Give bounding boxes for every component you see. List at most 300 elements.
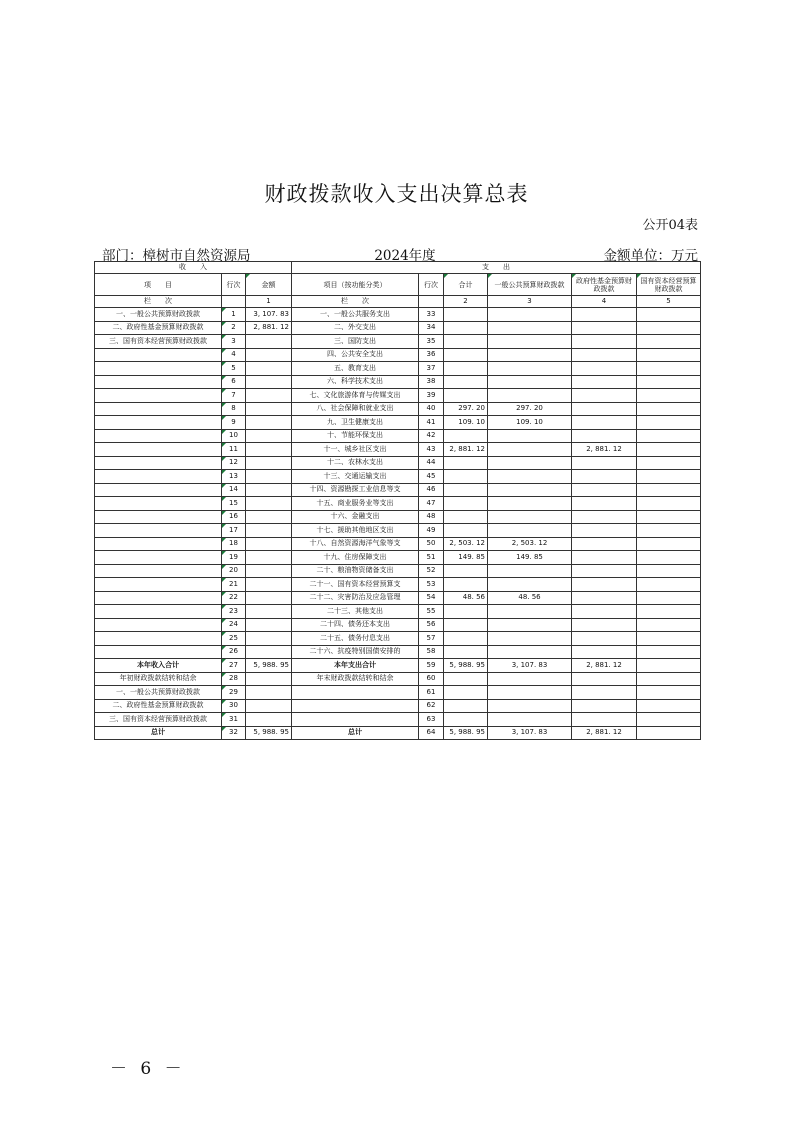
amount-unit: 金额单位：万元 — [603, 248, 698, 264]
total-cell — [444, 524, 488, 538]
state-capital-cell — [637, 362, 701, 376]
gov-fund-cell — [572, 551, 637, 565]
income-item-cell — [95, 605, 222, 619]
table-row — [95, 645, 701, 659]
expense-item-cell: 十三、交通运输支出 — [292, 470, 419, 484]
expense-line-cell: 57 — [419, 632, 444, 646]
income-item-cell — [95, 362, 222, 376]
income-item-cell — [95, 510, 222, 524]
expense-line-cell: 55 — [419, 605, 444, 619]
column-index-4: 4 — [572, 296, 637, 308]
table-row — [95, 605, 701, 619]
income-line-cell: 8 — [222, 402, 246, 416]
gov-fund-cell — [572, 564, 637, 578]
total-cell — [444, 348, 488, 362]
state-capital-header: 国有资本经营预算财政拨款 — [637, 274, 701, 296]
table-row — [95, 578, 701, 592]
income-amount-cell — [246, 686, 292, 700]
total-cell — [444, 308, 488, 322]
expense-item-cell: 五、教育支出 — [292, 362, 419, 376]
expense-line-cell: 40 — [419, 402, 444, 416]
expense-item-cell: 二十二、灾害防治及应急管理 — [292, 591, 419, 605]
gov-fund-cell — [572, 645, 637, 659]
general-budget-cell — [488, 308, 572, 322]
table-row — [95, 659, 701, 673]
income-amount-cell: 2, 881. 12 — [246, 321, 292, 335]
table-row — [95, 416, 701, 430]
gov-fund-cell — [572, 389, 637, 403]
total-cell: 48. 56 — [444, 591, 488, 605]
income-item-cell — [95, 551, 222, 565]
expense-item-cell: 本年支出合计 — [292, 659, 419, 673]
total-cell — [444, 605, 488, 619]
income-line-cell: 25 — [222, 632, 246, 646]
income-item-header: 项 目 — [95, 274, 222, 296]
expense-line-cell: 48 — [419, 510, 444, 524]
income-item-cell: 三、国有资本经营预算财政拨款 — [95, 335, 222, 349]
table-row — [95, 456, 701, 470]
expense-item-cell: 二十、粮油物资储备支出 — [292, 564, 419, 578]
income-amount-cell — [246, 416, 292, 430]
income-item-cell — [95, 497, 222, 511]
expense-item-cell: 二十六、抗疫特别国债安排的 — [292, 645, 419, 659]
state-capital-cell — [637, 402, 701, 416]
state-capital-cell — [637, 375, 701, 389]
total-cell — [444, 510, 488, 524]
state-capital-cell — [637, 699, 701, 713]
total-cell: 109. 10 — [444, 416, 488, 430]
income-line-cell: 15 — [222, 497, 246, 511]
income-item-cell — [95, 443, 222, 457]
table-row — [95, 537, 701, 551]
income-amount-cell — [246, 672, 292, 686]
income-item-cell — [95, 537, 222, 551]
gov-fund-header: 政府性基金预算财政拨款 — [572, 274, 637, 296]
table-row — [95, 321, 701, 335]
gov-fund-cell: 2, 881. 12 — [572, 443, 637, 457]
income-amount-cell — [246, 510, 292, 524]
table-row — [95, 443, 701, 457]
expense-line-cell: 59 — [419, 659, 444, 673]
income-item-cell: 一、一般公共预算财政拨款 — [95, 308, 222, 322]
budget-summary-table — [94, 261, 701, 740]
expense-line-cell: 43 — [419, 443, 444, 457]
expense-item-cell: 二十三、其他支出 — [292, 605, 419, 619]
general-budget-cell — [488, 497, 572, 511]
expense-item-cell: 年末财政拨款结转和结余 — [292, 672, 419, 686]
column-index-label-2: 栏 次 — [292, 296, 419, 308]
total-cell: 5, 988. 95 — [444, 659, 488, 673]
expense-line-cell: 52 — [419, 564, 444, 578]
total-cell — [444, 456, 488, 470]
table-row — [95, 699, 701, 713]
income-line-cell: 30 — [222, 699, 246, 713]
table-row — [95, 564, 701, 578]
total-cell: 149. 85 — [444, 551, 488, 565]
gov-fund-cell — [572, 632, 637, 646]
general-budget-cell — [488, 348, 572, 362]
general-budget-cell — [488, 524, 572, 538]
table-row — [95, 510, 701, 524]
income-item-cell — [95, 578, 222, 592]
expense-group-header: 支 出 — [292, 262, 701, 274]
income-item-cell — [95, 524, 222, 538]
income-item-cell: 本年收入合计 — [95, 659, 222, 673]
state-capital-cell — [637, 443, 701, 457]
general-budget-cell: 3, 107. 83 — [488, 726, 572, 740]
total-cell — [444, 645, 488, 659]
table-row — [95, 713, 701, 727]
income-line-cell: 9 — [222, 416, 246, 430]
general-budget-cell: 48. 56 — [488, 591, 572, 605]
expense-line-cell: 42 — [419, 429, 444, 443]
table-row — [95, 375, 701, 389]
state-capital-cell — [637, 591, 701, 605]
table-row — [95, 362, 701, 376]
general-budget-cell — [488, 672, 572, 686]
header-group-row — [95, 262, 701, 274]
gov-fund-cell: 2, 881. 12 — [572, 726, 637, 740]
general-budget-cell — [488, 362, 572, 376]
table-row — [95, 308, 701, 322]
state-capital-cell — [637, 321, 701, 335]
income-amount-cell — [246, 578, 292, 592]
state-capital-cell — [637, 429, 701, 443]
gov-fund-cell — [572, 524, 637, 538]
table-row — [95, 389, 701, 403]
gov-fund-cell — [572, 416, 637, 430]
state-capital-cell — [637, 578, 701, 592]
column-index-2: 2 — [444, 296, 488, 308]
general-budget-cell — [488, 389, 572, 403]
income-amount-cell: 3, 107. 83 — [246, 308, 292, 322]
expense-line-cell: 49 — [419, 524, 444, 538]
expense-line-cell: 62 — [419, 699, 444, 713]
table-row — [95, 726, 701, 740]
general-budget-cell — [488, 632, 572, 646]
gov-fund-cell — [572, 470, 637, 484]
state-capital-cell — [637, 713, 701, 727]
expense-item-cell: 十八、自然资源海洋气象等支 — [292, 537, 419, 551]
column-index-3: 3 — [488, 296, 572, 308]
expense-line-cell: 39 — [419, 389, 444, 403]
expense-item-cell: 十二、农林水支出 — [292, 456, 419, 470]
expense-line-header: 行次 — [419, 274, 444, 296]
income-item-cell — [95, 564, 222, 578]
total-header: 合计 — [444, 274, 488, 296]
income-item-cell: 二、政府性基金预算财政拨款 — [95, 321, 222, 335]
income-amount-cell — [246, 483, 292, 497]
income-line-cell: 31 — [222, 713, 246, 727]
expense-line-cell: 64 — [419, 726, 444, 740]
state-capital-cell — [637, 632, 701, 646]
table-row — [95, 402, 701, 416]
expense-line-cell: 53 — [419, 578, 444, 592]
gov-fund-cell — [572, 308, 637, 322]
expense-item-cell: 二十五、债务付息支出 — [292, 632, 419, 646]
table-row — [95, 686, 701, 700]
total-cell: 297. 20 — [444, 402, 488, 416]
income-line-cell: 19 — [222, 551, 246, 565]
expense-line-cell: 56 — [419, 618, 444, 632]
header-index-row — [95, 296, 701, 308]
expense-line-cell: 54 — [419, 591, 444, 605]
expense-item-cell: 一、一般公共服务支出 — [292, 308, 419, 322]
total-cell — [444, 483, 488, 497]
general-budget-cell: 3, 107. 83 — [488, 659, 572, 673]
general-budget-cell — [488, 686, 572, 700]
expense-item-cell: 十、节能环保支出 — [292, 429, 419, 443]
state-capital-cell — [637, 659, 701, 673]
income-line-cell: 21 — [222, 578, 246, 592]
table-row — [95, 335, 701, 349]
gov-fund-cell — [572, 510, 637, 524]
expense-line-cell: 37 — [419, 362, 444, 376]
income-line-cell: 20 — [222, 564, 246, 578]
income-amount-cell — [246, 335, 292, 349]
table-row — [95, 672, 701, 686]
general-budget-cell — [488, 456, 572, 470]
general-budget-cell — [488, 578, 572, 592]
expense-item-cell: 十六、金融支出 — [292, 510, 419, 524]
income-line-cell: 6 — [222, 375, 246, 389]
expense-item-cell: 四、公共安全支出 — [292, 348, 419, 362]
total-cell — [444, 321, 488, 335]
table-row — [95, 524, 701, 538]
income-amount-cell — [246, 524, 292, 538]
income-amount-cell — [246, 429, 292, 443]
income-item-cell: 总计 — [95, 726, 222, 740]
expense-item-cell — [292, 686, 419, 700]
income-amount-header: 金额 — [246, 274, 292, 296]
table-body — [95, 308, 701, 740]
gov-fund-cell — [572, 713, 637, 727]
income-line-cell: 5 — [222, 362, 246, 376]
income-amount-cell — [246, 551, 292, 565]
column-index-blank-2 — [419, 296, 444, 308]
total-cell — [444, 335, 488, 349]
state-capital-cell — [637, 483, 701, 497]
income-amount-cell — [246, 470, 292, 484]
general-budget-cell — [488, 510, 572, 524]
income-item-cell — [95, 470, 222, 484]
table-row — [95, 591, 701, 605]
income-line-cell: 14 — [222, 483, 246, 497]
income-line-cell: 11 — [222, 443, 246, 457]
general-budget-cell — [488, 443, 572, 457]
income-line-cell: 18 — [222, 537, 246, 551]
report-title: 财政拨款收入支出决算总表 — [264, 182, 529, 206]
state-capital-cell — [637, 308, 701, 322]
income-amount-cell — [246, 375, 292, 389]
income-amount-cell — [246, 348, 292, 362]
state-capital-cell — [637, 335, 701, 349]
income-line-cell: 26 — [222, 645, 246, 659]
table-row — [95, 470, 701, 484]
state-capital-cell — [637, 726, 701, 740]
expense-line-cell: 36 — [419, 348, 444, 362]
column-index-1: 1 — [246, 296, 292, 308]
expense-line-cell: 46 — [419, 483, 444, 497]
income-amount-cell — [246, 605, 292, 619]
column-index-5: 5 — [637, 296, 701, 308]
expense-line-cell: 41 — [419, 416, 444, 430]
income-line-cell: 1 — [222, 308, 246, 322]
income-line-cell: 16 — [222, 510, 246, 524]
income-line-cell: 7 — [222, 389, 246, 403]
state-capital-cell — [637, 564, 701, 578]
table-row — [95, 429, 701, 443]
general-budget-cell — [488, 618, 572, 632]
income-line-cell: 2 — [222, 321, 246, 335]
income-amount-cell: 5, 988. 95 — [246, 726, 292, 740]
gov-fund-cell — [572, 456, 637, 470]
income-item-cell — [95, 618, 222, 632]
expense-item-cell: 二、外交支出 — [292, 321, 419, 335]
expense-item-cell: 总计 — [292, 726, 419, 740]
gov-fund-cell — [572, 348, 637, 362]
gov-fund-cell — [572, 672, 637, 686]
header-columns-row — [95, 274, 701, 296]
income-item-cell — [95, 389, 222, 403]
expense-line-cell: 33 — [419, 308, 444, 322]
state-capital-cell — [637, 672, 701, 686]
general-budget-cell: 149. 85 — [488, 551, 572, 565]
general-budget-cell — [488, 713, 572, 727]
income-amount-cell: 5, 988. 95 — [246, 659, 292, 673]
total-cell — [444, 713, 488, 727]
state-capital-cell — [637, 510, 701, 524]
income-item-cell — [95, 375, 222, 389]
total-cell: 2, 881. 12 — [444, 443, 488, 457]
expense-line-cell: 38 — [419, 375, 444, 389]
general-budget-cell — [488, 483, 572, 497]
expense-item-cell: 十四、资源勘探工业信息等支 — [292, 483, 419, 497]
gov-fund-cell — [572, 335, 637, 349]
expense-item-cell: 六、科学技术支出 — [292, 375, 419, 389]
state-capital-cell — [637, 551, 701, 565]
expense-item-cell — [292, 699, 419, 713]
income-item-cell — [95, 402, 222, 416]
general-budget-cell — [488, 321, 572, 335]
income-amount-cell — [246, 402, 292, 416]
state-capital-cell — [637, 470, 701, 484]
gov-fund-cell — [572, 362, 637, 376]
table-row — [95, 348, 701, 362]
income-amount-cell — [246, 362, 292, 376]
income-amount-cell — [246, 497, 292, 511]
expense-item-cell: 七、文化旅游体育与传媒支出 — [292, 389, 419, 403]
expense-line-cell: 50 — [419, 537, 444, 551]
general-budget-cell — [488, 470, 572, 484]
total-cell — [444, 618, 488, 632]
income-group-header: 收 入 — [95, 262, 292, 274]
income-amount-cell — [246, 389, 292, 403]
state-capital-cell — [637, 686, 701, 700]
expense-line-cell: 51 — [419, 551, 444, 565]
general-budget-cell — [488, 429, 572, 443]
expense-line-cell: 45 — [419, 470, 444, 484]
gov-fund-cell — [572, 578, 637, 592]
department-label: 部门：樟树市自然资源局 — [102, 248, 251, 264]
income-amount-cell — [246, 443, 292, 457]
gov-fund-cell — [572, 605, 637, 619]
gov-fund-cell — [572, 402, 637, 416]
income-line-cell: 32 — [222, 726, 246, 740]
expense-line-cell: 63 — [419, 713, 444, 727]
expense-item-cell: 九、卫生健康支出 — [292, 416, 419, 430]
income-line-cell: 27 — [222, 659, 246, 673]
total-cell — [444, 632, 488, 646]
total-cell — [444, 578, 488, 592]
income-amount-cell — [246, 632, 292, 646]
income-amount-cell — [246, 699, 292, 713]
income-item-cell — [95, 456, 222, 470]
income-item-cell — [95, 591, 222, 605]
total-cell — [444, 429, 488, 443]
total-cell — [444, 686, 488, 700]
income-line-cell: 3 — [222, 335, 246, 349]
income-amount-cell — [246, 591, 292, 605]
total-cell: 2, 503. 12 — [444, 537, 488, 551]
expense-item-cell: 二十一、国有资本经营预算支 — [292, 578, 419, 592]
total-cell — [444, 470, 488, 484]
state-capital-cell — [637, 524, 701, 538]
expense-line-cell: 47 — [419, 497, 444, 511]
general-budget-cell — [488, 564, 572, 578]
general-budget-cell — [488, 645, 572, 659]
state-capital-cell — [637, 537, 701, 551]
table-row — [95, 551, 701, 565]
gov-fund-cell — [572, 321, 637, 335]
state-capital-cell — [637, 348, 701, 362]
expense-line-cell: 58 — [419, 645, 444, 659]
income-line-cell: 22 — [222, 591, 246, 605]
income-amount-cell — [246, 645, 292, 659]
gov-fund-cell — [572, 375, 637, 389]
expense-item-header: 项目（按功能分类） — [292, 274, 419, 296]
income-line-cell: 24 — [222, 618, 246, 632]
income-line-cell: 13 — [222, 470, 246, 484]
total-cell: 5, 988. 95 — [444, 726, 488, 740]
table-row — [95, 618, 701, 632]
income-line-cell: 28 — [222, 672, 246, 686]
column-index-blank — [222, 296, 246, 308]
general-budget-cell — [488, 375, 572, 389]
state-capital-cell — [637, 605, 701, 619]
form-number: 公开04表 — [642, 218, 698, 233]
income-item-cell — [95, 429, 222, 443]
general-budget-cell — [488, 605, 572, 619]
total-cell — [444, 362, 488, 376]
expense-item-cell: 十一、城乡社区支出 — [292, 443, 419, 457]
gov-fund-cell — [572, 483, 637, 497]
state-capital-cell — [637, 456, 701, 470]
total-cell — [444, 699, 488, 713]
income-line-cell: 10 — [222, 429, 246, 443]
income-amount-cell — [246, 456, 292, 470]
total-cell — [444, 672, 488, 686]
state-capital-cell — [637, 645, 701, 659]
expense-item-cell: 十九、住房保障支出 — [292, 551, 419, 565]
general-budget-cell: 2, 503. 12 — [488, 537, 572, 551]
fiscal-year: 2024年度 — [374, 248, 436, 264]
column-index-label: 栏 次 — [95, 296, 222, 308]
expense-item-cell: 八、社会保障和就业支出 — [292, 402, 419, 416]
expense-item-cell — [292, 713, 419, 727]
income-line-header: 行次 — [222, 274, 246, 296]
expense-line-cell: 34 — [419, 321, 444, 335]
